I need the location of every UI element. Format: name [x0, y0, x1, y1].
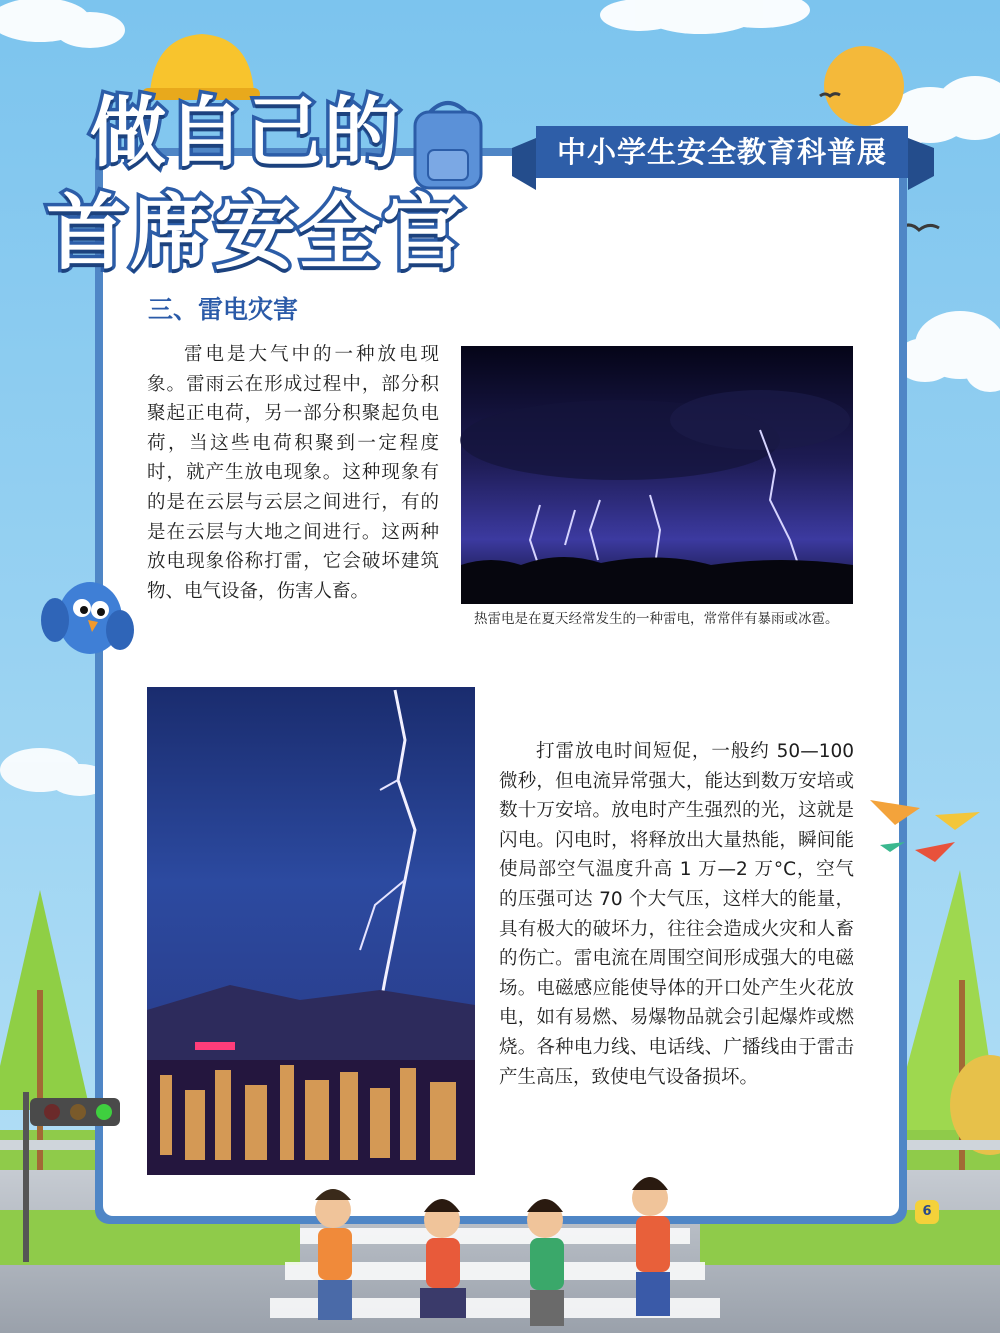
page-number: 6: [922, 1204, 932, 1219]
title-line-2: 首席安全官: [46, 186, 467, 281]
body-paragraph-1: 雷电是大气中的一种放电现象。雷雨云在形成过程中，部分积聚起正电荷，另一部分积聚起负电荷，当这些电荷积聚到一定程度时，就产生放电现象。这种现象有的是在云层与云层之间进行，有的是在云层与大地之间进行。这两种放电现象俗称打雷，它会破坏建筑物、电气设备，伤害人畜。: [147, 344, 439, 602]
city-lightning-photo: [147, 687, 475, 1175]
exhibition-banner: 中小学生安全教育科普展: [536, 126, 908, 178]
body-paragraph-2: 打雷放电时间短促，一般约 50—100 微秒，但电流异常强大，能达到数万安培或数十万安培。放电时产生强烈的光，这就是闪电。闪电时，将释放出大量热能，瞬间能使局部空气温度升高 1 万—2 万°C，空气的压强可达 70 个大气压，这样大的能量，具有极大的破坏力，往往会造成火灾和人畜的伤亡。雷电流在周围空间形成强大的电磁场。电磁感应能使导体的开口处产生火花放电，如有易燃、易爆物品就会引起爆炸或燃烧。各种电力线、电话线、广播线由于雷击产生高压，致使电气设备损坏。: [499, 741, 854, 1088]
photo-caption: 热雷电是在夏天经常发生的一种雷电，常常伴有暴雨或冰雹。: [474, 611, 839, 627]
sun-icon: [824, 46, 904, 126]
section-heading: 三、雷电灾害: [148, 295, 299, 324]
thunderstorm-photo: [460, 346, 853, 604]
title-line-1: 做自己的: [90, 88, 402, 177]
